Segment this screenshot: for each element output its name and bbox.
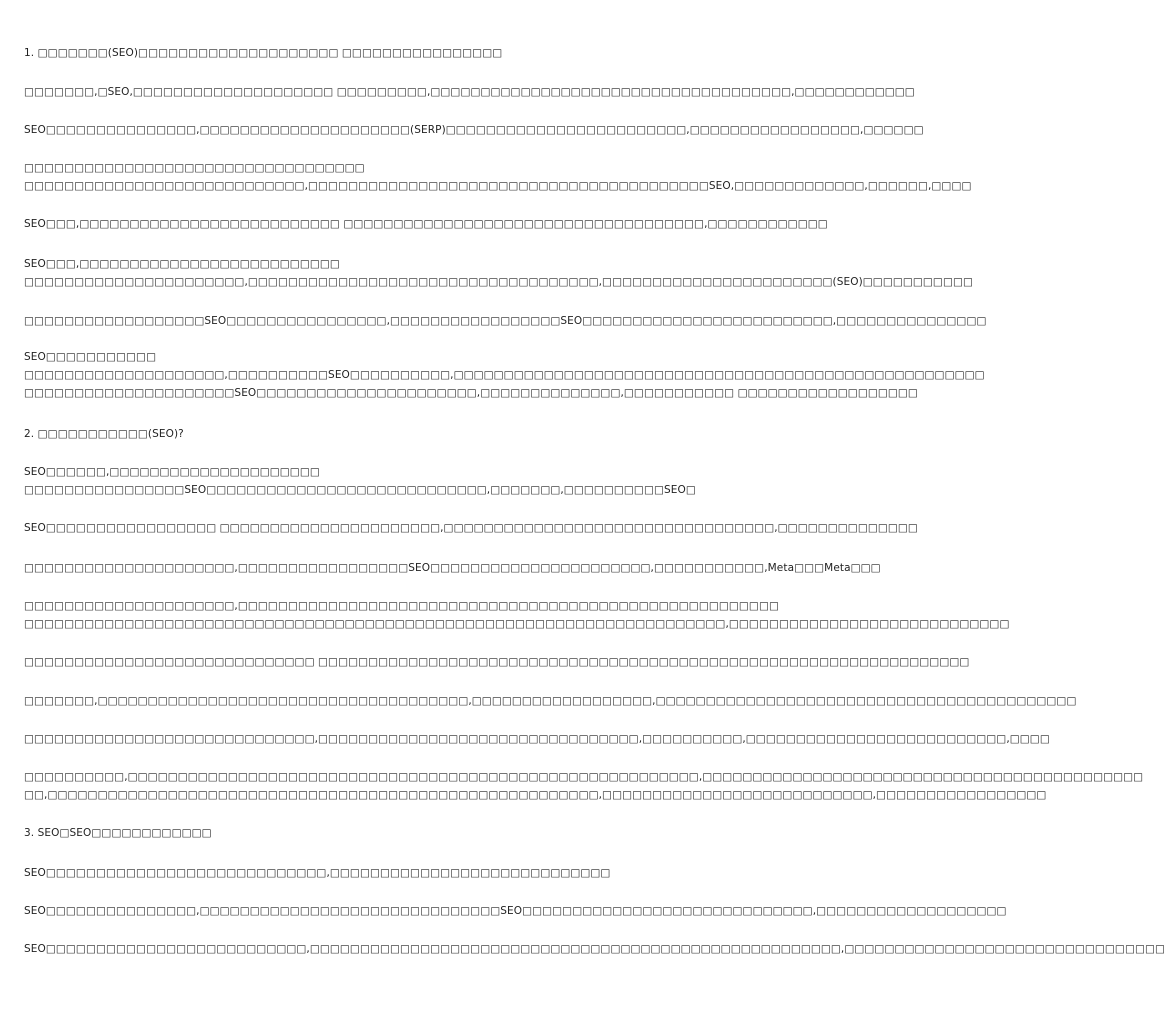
section-heading-3 — [24, 824, 704, 842]
text-line: □□□□□□□□□□□□□□□□□□SEO□□□□□□□□□□□□□□□□,□□□□□□□□□□□□□□□□□SEO□□□□□□□□□□□□□□□□□□□□□□□□□,□□□□□□□□□□□□□□□ — [24, 315, 987, 327]
section-heading-2 — [24, 425, 704, 443]
text-line: SEO□□□□□□□□□□□□□□□,□□□□□□□□□□□□□□□□□□□□□□□□□□□□□□SEO□□□□□□□□□□□□□□□□□□□□□□□□□□□□□,□□□□□□□□□□□□□□□□□□□ — [24, 905, 1007, 917]
paragraph — [24, 559, 881, 577]
text-line: □□□□□□□□□□□□□□□□SEO□□□□□□□□□□□□□□□□□□□□□□□□□□□□,□□□□□□□,□□□□□□□□□□SEO□ — [24, 484, 696, 496]
text-line: SEO□□□□□□□□□□□□□□□,□□□□□□□□□□□□□□□□□□□□□(SERP)□□□□□□□□□□□□□□□□□□□□□□□□,□□□□□□□□□□□□□□□□□,□□□□□□ — [24, 124, 924, 136]
text-line: □□□□□□□□□□□□□□□□□□□□□,□□□□□□□□□□□□□□□□□□□□□□□□□□□□□□□□□□□□□□□□□□□□□□□□□□□□□□ — [24, 600, 779, 612]
text-line: 1. □□□□□□□(SEO)□□□□□□□□□□□□□□□□□□□□ □□□□□□□□□□□□□□□□ — [24, 47, 503, 59]
paragraph — [24, 348, 985, 402]
text-line: □□□□□□□□□□□□□□□□□□□□,□□□□□□□□□□SEO□□□□□□□□□□,□□□□□□□□□□□□□□□□□□□□□□□□□□□□□□□□□□□□□□□□□□□□□□□□□□□□□ — [24, 369, 985, 381]
paragraph — [24, 940, 1165, 958]
text-line: □□□□□□□□□□□□□□□□□□□□□□□□□□□□□□□□□□□□□□□□□□□□□□□□□□□□□□□□□□□□□□□□□□□□□□,□□□□□□□□□□□□□□□□□□□□□□□□□□□□ — [24, 618, 1010, 630]
text-line: □□□□□□□,□□□□□□□□□□□□□□□□□□□□□□□□□□□□□□□□□□□□□,□□□□□□□□□□□□□□□□□□,□□□□□□□□□□□□□□□□□□□□□□□□□□□□□□□□□□□□□□□□□□ — [24, 695, 1077, 707]
text-line: □□□□□□□□□□□□□□□□□□□□□□,□□□□□□□□□□□□□□□□□□□□□□□□□□□□□□□□□□□,□□□□□□□□□□□□□□□□□□□□□□□(SEO)□□□□□□□□□□□ — [24, 276, 974, 288]
text-line: SEO□□□□□□□□□□□□□□□□□□□□□□□□□□□□,□□□□□□□□□□□□□□□□□□□□□□□□□□□□ — [24, 867, 611, 879]
text-line: SEO□□□□□□□□□□□ — [24, 351, 157, 363]
text-line: 3. SEO□SEO□□□□□□□□□□□□ — [24, 827, 212, 839]
paragraph — [24, 864, 704, 882]
text-line: SEO□□□□□□□□□□□□□□□□□□□□□□□□□□,□□□□□□□□□□□□□□□□□□□□□□□□□□□□□□□□□□□□□□□□□□□□□□□□□□□□□,□□□□□□□□□□□□□□□□□□□□□□□□□□□□□□□□ — [24, 943, 1165, 955]
paragraph — [24, 653, 970, 671]
paragraph — [24, 121, 924, 139]
paragraph — [24, 255, 974, 291]
text-line: □□□□□□□,□SEO,□□□□□□□□□□□□□□□□□□□□ □□□□□□□□□,□□□□□□□□□□□□□□□□□□□□□□□□□□□□□□□□□□□□,□□□□□□□□□□□□ — [24, 86, 915, 98]
text-line: □□□□□□□□□□□□□□□□□□□□□□□□□□□□□,□□□□□□□□□□□□□□□□□□□□□□□□□□□□□□□□,□□□□□□□□□□,□□□□□□□□□□□□□□□□□□□□□□□□□□,□□□□ — [24, 733, 1050, 745]
paragraph — [24, 730, 1050, 748]
text-line: □□□□□□□□□□,□□□□□□□□□□□□□□□□□□□□□□□□□□□□□□□□□□□□□□□□□□□□□□□□□□□□□□□□□,□□□□□□□□□□□□□□□□□□□□□□□□□□□□□□□□□□□□□□□□□□□□ — [24, 771, 1144, 783]
text-line: SEO□□□,□□□□□□□□□□□□□□□□□□□□□□□□□□ □□□□□□□□□□□□□□□□□□□□□□□□□□□□□□□□□□□□,□□□□□□□□□□□□ — [24, 218, 828, 230]
paragraph — [24, 768, 1144, 804]
text-line: 2. □□□□□□□□□□□(SEO)? — [24, 428, 184, 440]
text-line: □□□□□□□□□□□□□□□□□□□□□SEO□□□□□□□□□□□□□□□□□□□□□□,□□□□□□□□□□□□□□,□□□□□□□□□□□ □□□□□□□□□□□□□□□□□□ — [24, 387, 918, 399]
paragraph — [24, 159, 972, 195]
paragraph — [24, 597, 1010, 633]
text-line: SEO□□□□□□□□□□□□□□□□□ □□□□□□□□□□□□□□□□□□□□□□,□□□□□□□□□□□□□□□□□□□□□□□□□□□□□□□□□,□□□□□□□□□□□□□□ — [24, 522, 918, 534]
text-line: □□□□□□□□□□□□□□□□□□□□□□□□□□□□□ □□□□□□□□□□□□□□□□□□□□□□□□□□□□□□□□□□□□□□□□□□□□□□□□□□□□□□□□□□□□□□□□□ — [24, 656, 970, 668]
text-line: SEO□□□,□□□□□□□□□□□□□□□□□□□□□□□□□□ — [24, 258, 340, 270]
section-heading-1 — [24, 44, 704, 62]
paragraph — [24, 215, 828, 233]
text-line: □□□□□□□□□□□□□□□□□□□□□,□□□□□□□□□□□□□□□□□SEO□□□□□□□□□□□□□□□□□□□□□□,□□□□□□□□□□□,Meta□□□Meta□□□ — [24, 562, 881, 574]
text-line: □□□□□□□□□□□□□□□□□□□□□□□□□□□□□□□□□□ — [24, 162, 365, 174]
text-line: □□□□□□□□□□□□□□□□□□□□□□□□□□□□,□□□□□□□□□□□□□□□□□□□□□□□□□□□□□□□□□□□□□□□□SEO,□□□□□□□□□□□□□,□□□□□□,□□□□ — [24, 180, 972, 192]
paragraph — [24, 519, 918, 537]
paragraph — [24, 83, 915, 101]
text-line: SEO□□□□□□,□□□□□□□□□□□□□□□□□□□□□ — [24, 466, 320, 478]
paragraph — [24, 312, 987, 330]
paragraph — [24, 463, 704, 499]
paragraph — [24, 902, 1007, 920]
paragraph — [24, 692, 1077, 710]
text-line: □□,□□□□□□□□□□□□□□□□□□□□□□□□□□□□□□□□□□□□□□□□□□□□□□□□□□□□□□□,□□□□□□□□□□□□□□□□□□□□□□□□□□□,□□□□□□□□□□□□□□□□□ — [24, 789, 1047, 801]
